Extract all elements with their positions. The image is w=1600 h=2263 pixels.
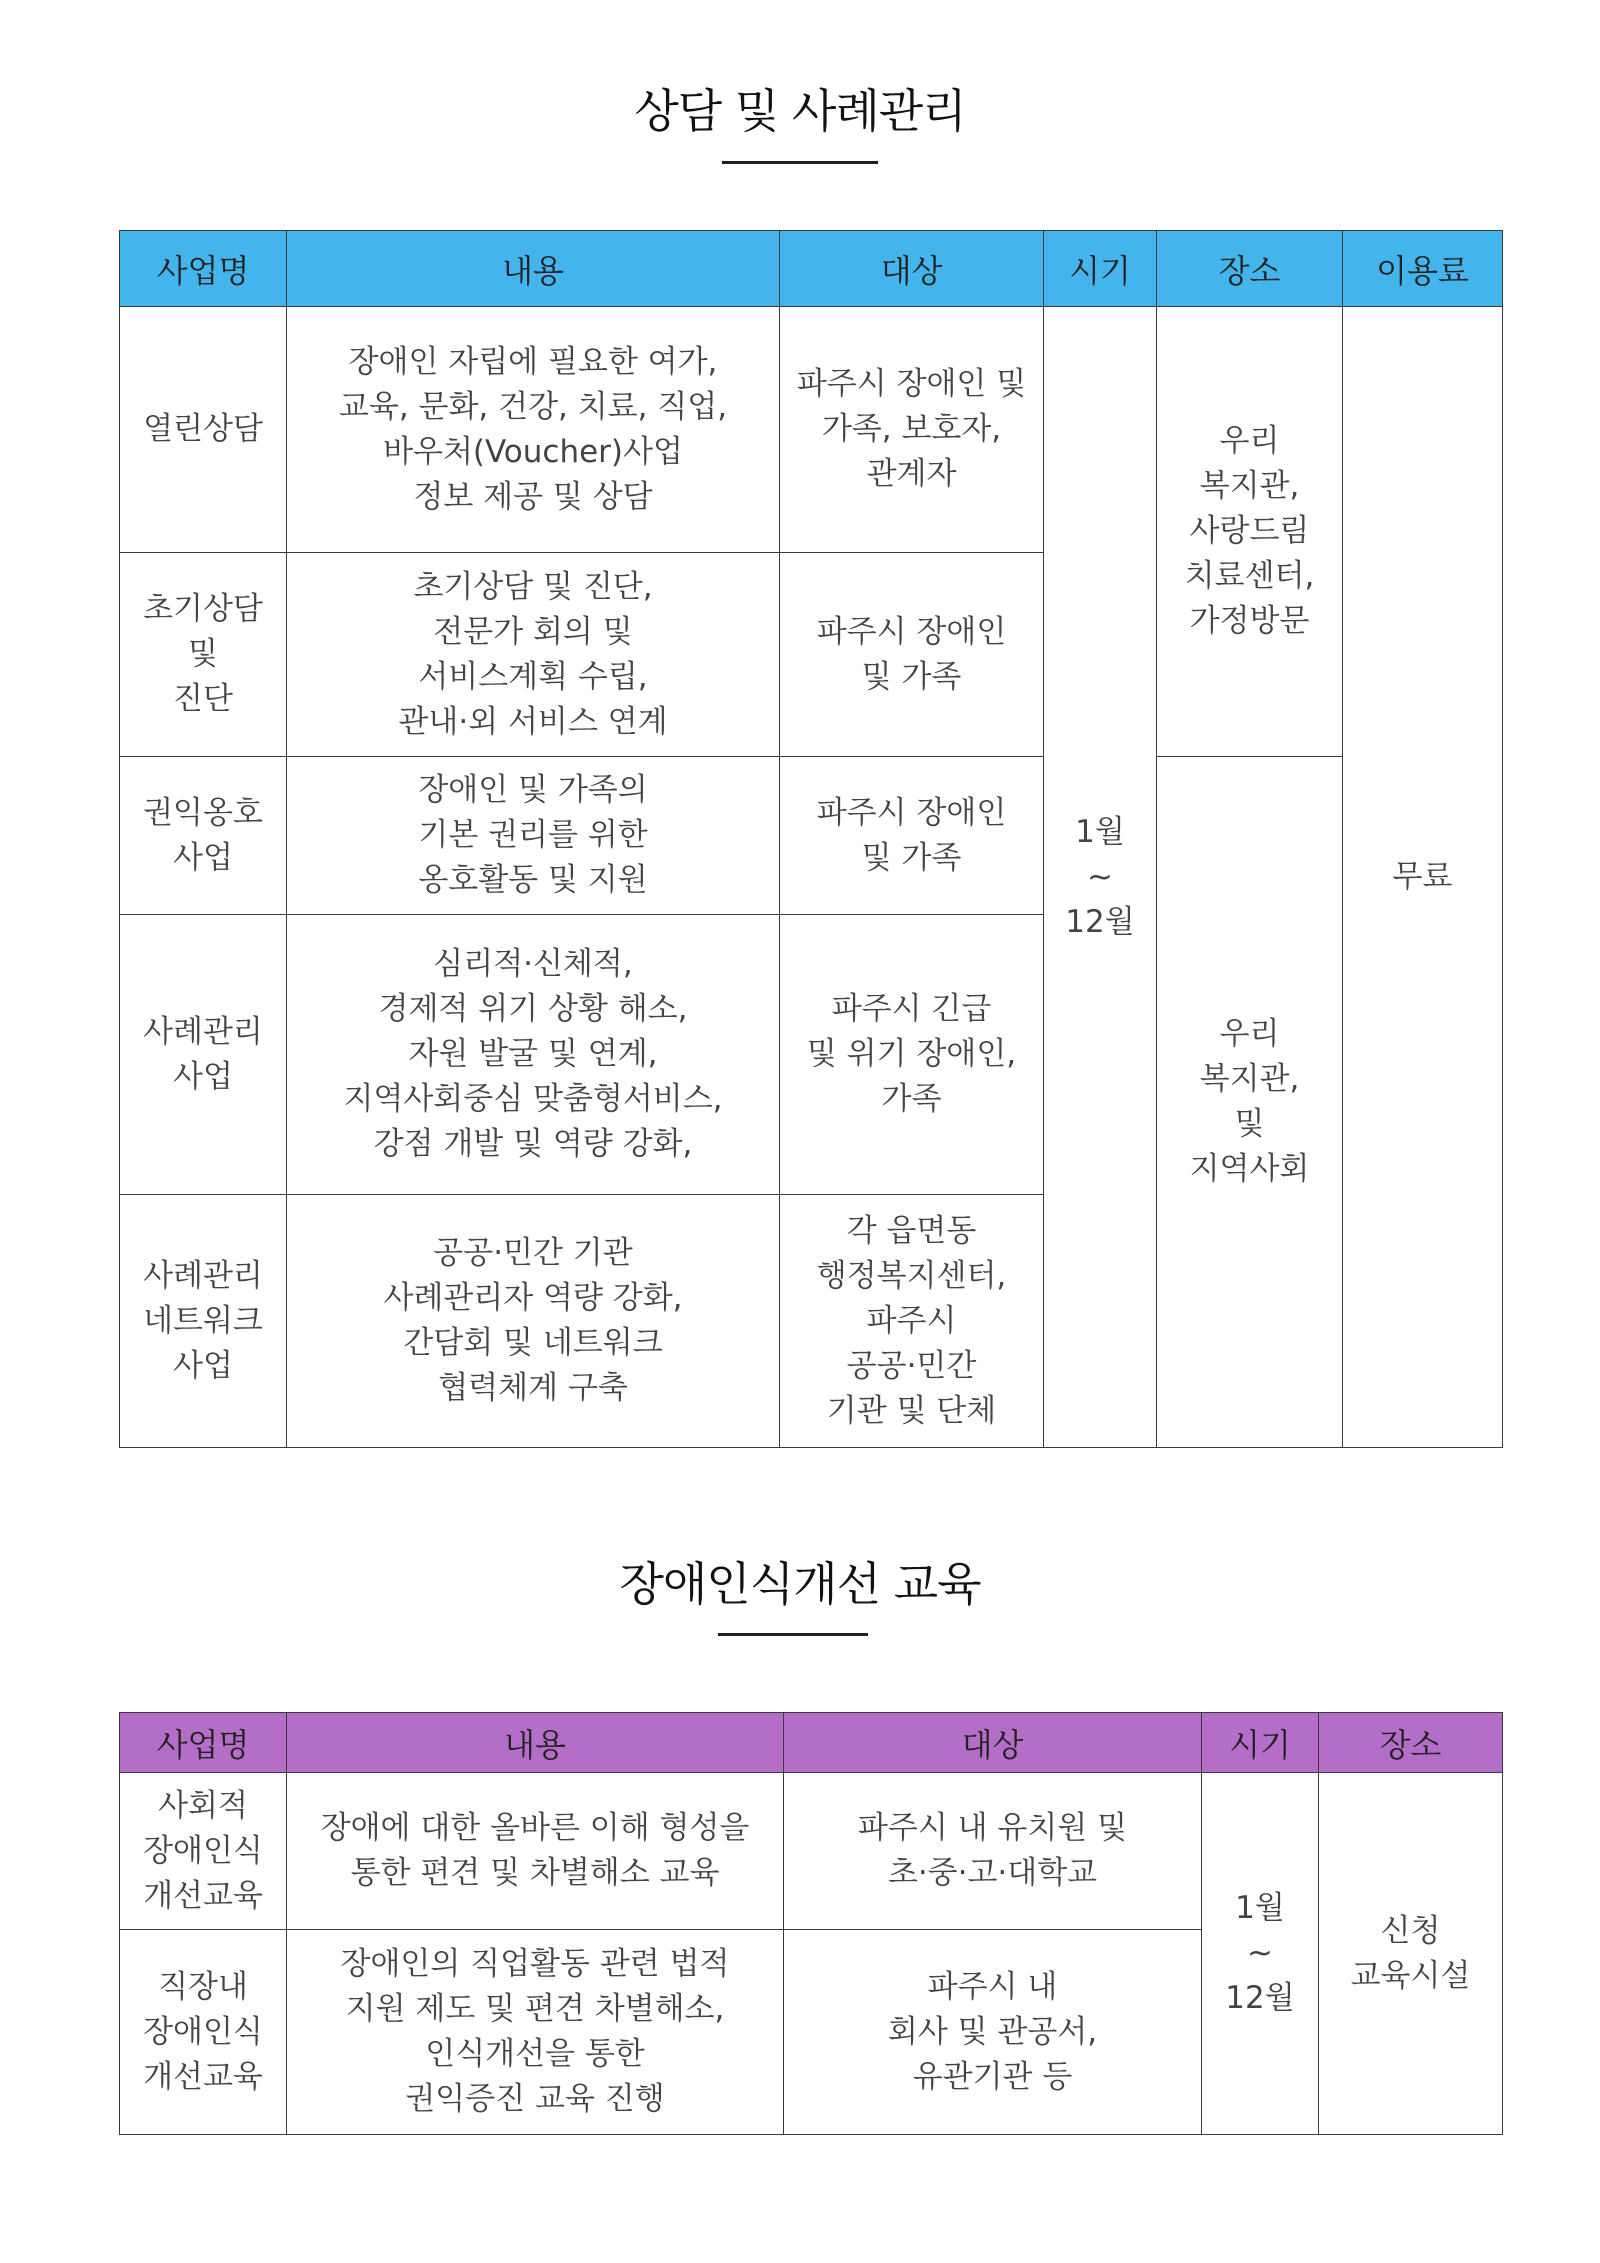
table-header-row — [120, 1713, 1503, 1773]
awareness-education-table — [119, 1712, 1503, 2135]
program-content: 장애인 및 가족의 기본 권리를 위한 옹호활동 및 지원 — [287, 757, 780, 915]
program-place: 우리 복지관, 사랑드림 치료센터, 가정방문 — [1157, 307, 1343, 757]
program-name: 권익옹호 사업 — [120, 757, 287, 915]
table-row — [120, 1773, 1503, 1930]
program-period: 1월 ~ 12월 — [1044, 307, 1157, 1448]
program-fee: 무료 — [1343, 307, 1503, 1448]
program-name: 초기상담 및 진단 — [120, 553, 287, 757]
program-name: 사례관리 사업 — [120, 915, 287, 1195]
column-header: 대상 — [784, 1713, 1202, 1773]
column-header: 사업명 — [120, 1713, 287, 1773]
program-place: 우리 복지관, 및 지역사회 — [1157, 757, 1343, 1448]
column-header: 장소 — [1157, 231, 1343, 307]
table-row — [120, 307, 1503, 553]
program-target: 파주시 장애인 및 가족 — [780, 553, 1044, 757]
program-target: 파주시 내 회사 및 관공서, 유관기관 등 — [784, 1930, 1202, 2135]
program-content: 장애에 대한 올바른 이해 형성을 통한 편견 및 차별해소 교육 — [287, 1773, 784, 1930]
column-header: 내용 — [287, 1713, 784, 1773]
program-content: 장애인의 직업활동 관련 법적 지원 제도 및 편견 차별해소, 인식개선을 통한 권익증진 교육 진행 — [287, 1930, 784, 2135]
column-header: 장소 — [1319, 1713, 1503, 1773]
column-header: 시기 — [1202, 1713, 1319, 1773]
program-content: 심리적·신체적, 경제적 위기 상황 해소, 자원 발굴 및 연계, 지역사회중심 맞춤형서비스, 강점 개발 및 역량 강화, — [287, 915, 780, 1195]
section2-title: 장애인식개선 교육 — [619, 1557, 981, 1611]
program-content: 초기상담 및 진단, 전문가 회의 및 서비스계획 수립, 관내·외 서비스 연계 — [287, 553, 780, 757]
program-content: 공공·민간 기관 사례관리자 역량 강화, 간담회 및 네트워크 협력체계 구축 — [287, 1195, 780, 1448]
program-name: 열린상담 — [120, 307, 287, 553]
program-target: 파주시 긴급 및 위기 장애인, 가족 — [780, 915, 1044, 1195]
program-name: 사회적 장애인식 개선교육 — [120, 1773, 287, 1930]
program-content: 장애인 자립에 필요한 여가, 교육, 문화, 건강, 치료, 직업, 바우처(Voucher)사업 정보 제공 및 상담 — [287, 307, 780, 553]
program-target: 파주시 내 유치원 및 초·중·고·대학교 — [784, 1773, 1202, 1930]
program-target: 각 읍면동 행정복지센터, 파주시 공공·민간 기관 및 단체 — [780, 1195, 1044, 1448]
column-header: 사업명 — [120, 231, 287, 307]
program-name: 직장내 장애인식 개선교육 — [120, 1930, 287, 2135]
section1-title-underline — [722, 161, 878, 164]
section1-title: 상담 및 사례관리 — [634, 84, 966, 138]
program-target: 파주시 장애인 및 가족 — [780, 757, 1044, 915]
program-period: 1월 ~ 12월 — [1202, 1773, 1319, 2135]
column-header: 대상 — [780, 231, 1044, 307]
column-header: 내용 — [287, 231, 780, 307]
section2-title-underline — [718, 1633, 868, 1636]
program-place: 신청 교육시설 — [1319, 1773, 1503, 2135]
column-header: 이용료 — [1343, 231, 1503, 307]
table-header-row — [120, 231, 1503, 307]
counseling-table — [119, 230, 1503, 1448]
column-header: 시기 — [1044, 231, 1157, 307]
table-row — [120, 757, 1503, 915]
program-name: 사례관리 네트워크 사업 — [120, 1195, 287, 1448]
program-target: 파주시 장애인 및 가족, 보호자, 관계자 — [780, 307, 1044, 553]
